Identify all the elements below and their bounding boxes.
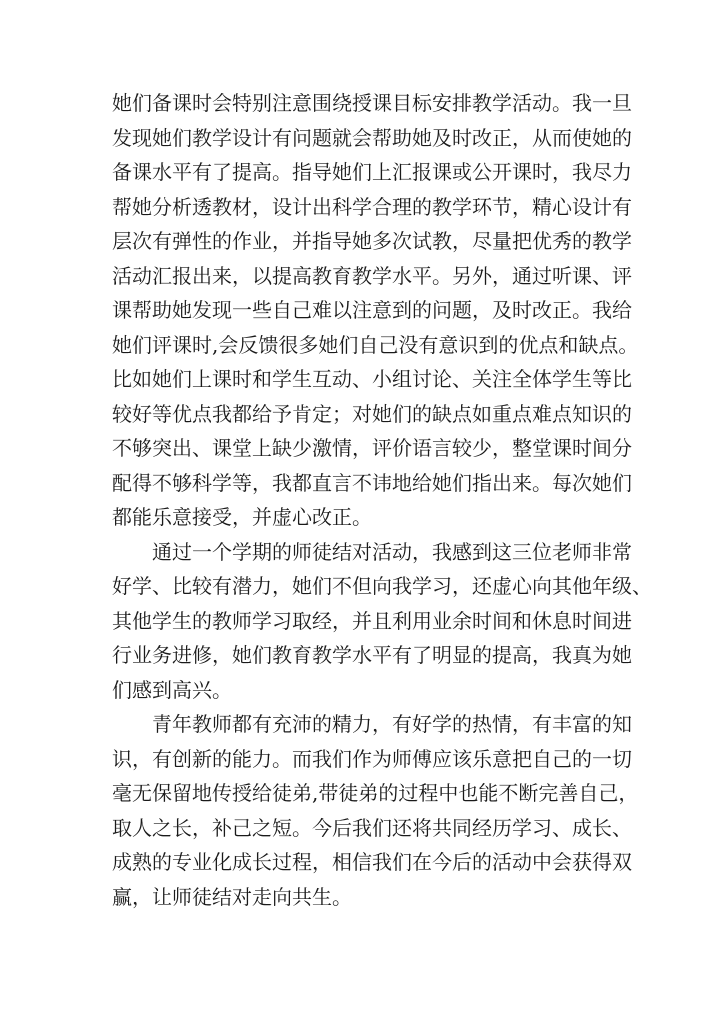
text-line: 毫无保留地传授给徒弟,带徒弟的过程中也能不断完善自己， (112, 781, 639, 805)
text-line: 课帮助她发现一些自己难以注意到的问题，及时改正。我给 (112, 298, 632, 322)
paragraph-1 (112, 86, 639, 535)
text-line: 取人之长，补己之短。今后我们还将共同经历学习、成长、 (112, 815, 632, 840)
text-line: 比如她们上课时和学生互动、小组讨论、关注全体学生等比 (112, 367, 632, 391)
text-line: 识，有创新的能力。而我们作为师傅应该乐意把自己的一切 (112, 746, 632, 771)
text-line: 成熟的专业化成长过程，相信我们在今后的活动中会获得双 (112, 850, 632, 874)
text-line: 她们备课时会特别注意围绕授课目标安排教学活动。我一旦 (112, 91, 632, 115)
text-line: 不够突出、课堂上缺少激情，评价语言较少，整堂课时间分 (112, 436, 632, 460)
text-line: 备课水平有了提高。指导她们上汇报课或公开课时，我尽力 (112, 160, 632, 184)
text-line: 较好等优点我都给予肯定；对她们的缺点如重点难点知识的 (112, 401, 632, 426)
text-line: 们感到高兴。 (112, 677, 232, 702)
text-line: 都能乐意接受，并虚心改正。 (112, 505, 372, 529)
paragraph-3 (112, 707, 639, 914)
text-line: 发现她们教学设计有问题就会帮助她及时改正，从而使她的 (112, 125, 632, 150)
paragraph-2 (112, 535, 652, 708)
text-line: 通过一个学期的师徒结对活动，我感到这三位老师非常 (152, 539, 632, 564)
text-line: 其他学生的教师学习取经，并且利用业余时间和休息时间进 (112, 608, 632, 633)
text-line: 配得不够科学等，我都直言不讳地给她们指出来。每次她们 (112, 470, 632, 495)
text-line: 层次有弹性的作业，并指导她多次试教，尽量把优秀的教学 (112, 229, 632, 253)
text-line: 行业务进修，她们教育教学水平有了明显的提高，我真为她 (112, 643, 632, 667)
text-line: 帮她分析透教材，设计出科学合理的教学环节，精心设计有 (112, 194, 632, 219)
text-line: 赢，让师徒结对走向共生。 (112, 884, 352, 909)
body-text (112, 86, 652, 914)
text-line: 好学、比较有潜力，她们不但向我学习，还虚心向其他年级、 (112, 574, 652, 598)
text-line: 活动汇报出来，以提高教育教学水平。另外，通过听课、评 (112, 263, 632, 288)
text-line: 她们评课时,会反馈很多她们自己没有意识到的优点和缺点。 (112, 332, 639, 357)
text-line: 青年教师都有充沛的精力，有好学的热情，有丰富的知 (152, 712, 632, 736)
